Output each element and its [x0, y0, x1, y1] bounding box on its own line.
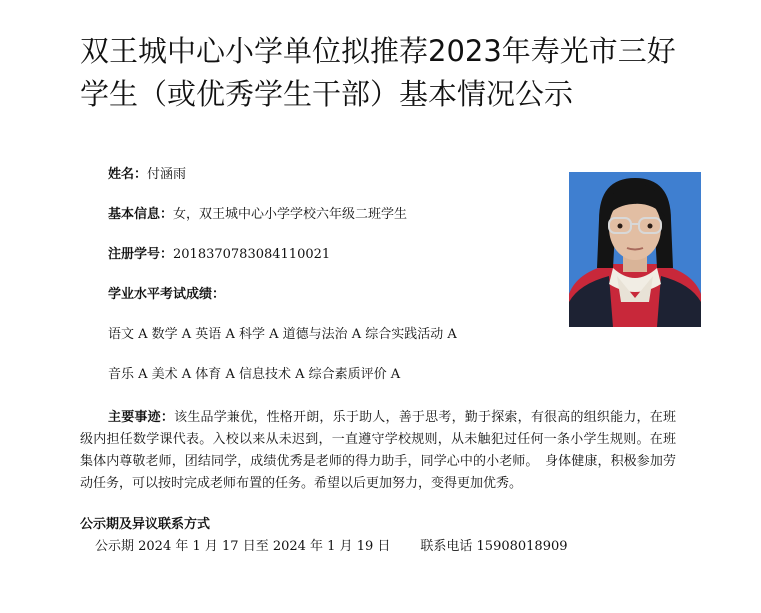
scores-line-2: 音乐 A 美术 A 体育 A 信息技术 A 综合素质评价 A: [108, 367, 401, 382]
publicity-heading: 公示期及异议联系方式: [80, 517, 211, 532]
info-row: [108, 205, 407, 225]
info-value: 女，双王城中心小学学校六年级二班学生: [173, 207, 408, 222]
id-row: [108, 245, 330, 265]
info-label: 基本信息：: [108, 207, 174, 222]
publicity-contact: 联系电话 15908018909: [420, 539, 568, 554]
id-value: 2018370783084110021: [173, 247, 331, 262]
student-photo: [569, 172, 701, 327]
deeds-paragraph: [80, 407, 676, 495]
publicity-line: [95, 535, 568, 554]
name-label: 姓名：: [108, 167, 148, 182]
name-value: 付涵雨: [147, 167, 187, 182]
deeds-text: 该生品学兼优，性格开朗，乐于助人，善于思考，勤于探索，有很高的组织能力，在班级内担任数学课代表。入校以来从未迟到，一直遵守学校规则，从未触犯过任何一条小学生规则。在班集体内尊敬老师，团结同学，成绩优秀是老师的得力助手，同学心中的小老师。 身体健康，积极参加劳动任务，可以按时完成老师布置的任务。希望以后更加努力，变得更加优秀。: [80, 410, 676, 491]
id-label: 注册学号：: [108, 247, 174, 262]
title-line-2: 学生（或优秀学生干部）基本情况公示: [80, 77, 574, 111]
name-row: [108, 165, 186, 185]
deeds-label: 主要事迹：: [108, 410, 175, 425]
student-portrait-icon: [569, 172, 701, 327]
scores-line-1: 语文 A 数学 A 英语 A 科学 A 道德与法治 A 综合实践活动 A: [108, 327, 457, 342]
publicity-period: 公示期 2024 年 1 月 17 日至 2024 年 1 月 19 日: [95, 539, 391, 554]
page-title: [80, 30, 720, 116]
title-line-1: 双王城中心小学单位拟推荐2023年寿光市三好: [80, 34, 676, 68]
scores-label: 学业水平考试成绩：: [108, 287, 226, 302]
